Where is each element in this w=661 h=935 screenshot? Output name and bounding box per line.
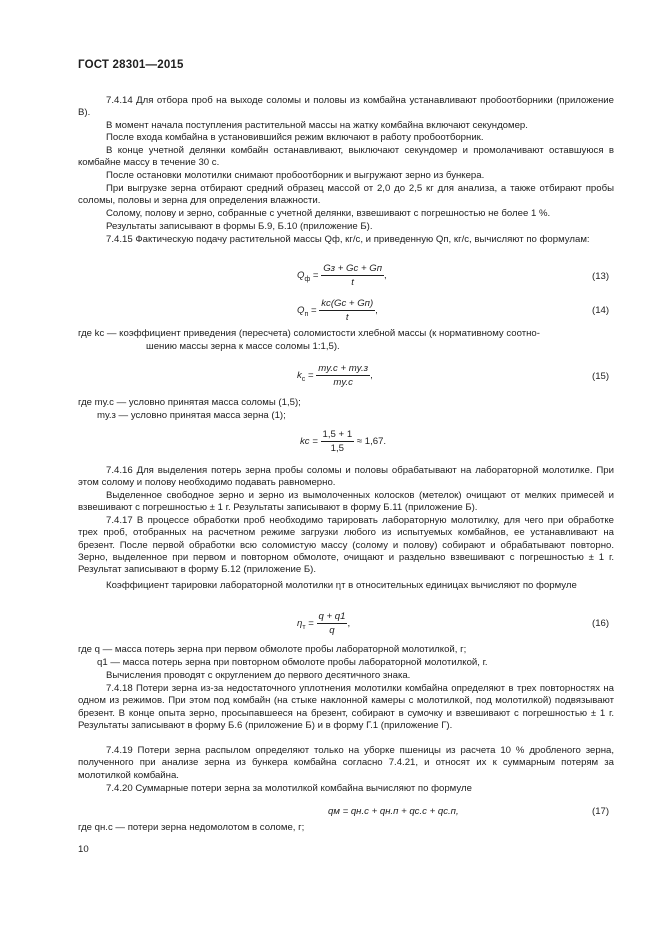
formula-16: $\eta_т$ = $\frac{q + q1}{q}$ ,	[297, 611, 351, 636]
where-m1: где mу.с — условно принятая масса соломы (1,5);	[78, 397, 301, 408]
where-m2: mу.з — условно принятая масса зерна (1);	[97, 410, 286, 421]
paragraph: Солому, полову и зерно, собранные с учетной делянки, взвешивают с погрешностью не более 1 %.	[106, 208, 551, 219]
equation-number-17: (17)	[592, 806, 610, 817]
document-header: ГОСТ 28301—2015	[78, 59, 184, 71]
paragraph: При выгрузке зерна отбирают средний образец массой от 2,0 до 2,5 кг для анализа, а также отбирают пробы соломы, половы и зерна для определения влажности.	[78, 183, 614, 207]
equation-number-16: (16)	[592, 618, 610, 629]
formula-13: $Q_ф$ = $\frac{Gз + Gс + Gп}{t}$ ,	[297, 263, 387, 288]
paragraph-7-4-16: 7.4.16 Для выделения потерь зерна пробы соломы и половы обрабатывают на лабораторной молотилке. При этом солому и полову необходимо подавать равномерно.	[78, 465, 614, 489]
paragraph: В конце учетной делянки комбайн останавливают, выключают секундомер и промолачивают оставшуюся в комбайне массу в течение 30 с.	[78, 145, 614, 169]
paragraph-7-4-20: 7.4.20 Суммарные потери зерна за молотилкой комбайна вычисляют по формуле	[106, 783, 472, 794]
paragraph-7-4-15: 7.4.15 Фактическую подачу растительной массы Qф, кг/с, и приведенную Qп, кг/с, вычисляют по формулам:	[106, 234, 590, 245]
paragraph: Результаты записывают в формы Б.9, Б.10 (приложение Б).	[106, 221, 373, 232]
paragraph-7-4-17: 7.4.17 В процессе обработки проб необходимо тарировать лабораторную молотилку, для чего при обработке трех проб, отобранных на расчетном режиме загрузки любого из испытуемых комбайнов, ее устанавливают на брезент. После первой обработки всю соломистую массу (солому и полову) собирают и обрабатывают повторно. Зерно, выделенное при первом и повторном обмолоте, очищают и раздельно взвешивают с погрешностью ± 1 г. Результат записывают в форму Б.12 (приложение Б).	[78, 515, 614, 576]
where-k: где kс — коэффициент приведения (пересчета) соломистости хлебной массы (к нормативному соотно-	[78, 328, 540, 339]
equation-number-14: (14)	[592, 305, 610, 316]
formula-15: $k_с$ = $\frac{mу.с + mу.з}{mу.с}$ ,	[297, 363, 373, 388]
paragraph: Вычисления проводят с округлением до первого десятичного знака.	[106, 670, 411, 681]
paragraph: В момент начала поступления растительной массы на жатку комбайна включают секундомер.	[106, 120, 528, 131]
paragraph: Выделенное свободное зерно и зерно из вымолоченных колосков (метелок) очищают от мелких примесей и взвешивают с погрешностью ± 1 г. Результаты записывают в форму Б.11 (приложение Б).	[78, 490, 614, 514]
paragraph: Коэффициент тарировки лабораторной молотилки ηт в относительных единицах вычисляют по формуле	[106, 580, 577, 591]
where-k-cont: шению массы зерна к массе соломы 1:1,5).	[146, 341, 340, 352]
formula-15-value: kс = $\frac{1,5 + 1}{1,5}$ ≈ 1,67.	[300, 429, 387, 454]
equation-number-15: (15)	[592, 371, 610, 382]
paragraph: После остановки молотилки снимают пробоотборник и выгружают зерно из бункера.	[106, 170, 485, 181]
equation-number-13: (13)	[592, 271, 610, 282]
where-q: где q — масса потерь зерна при первом обмолоте пробы лабораторной молотилкой, г;	[78, 644, 467, 655]
paragraph-7-4-14: 7.4.14 Для отбора проб на выходе соломы и половы из комбайна устанавливают пробоотборники (приложение В).	[78, 95, 614, 119]
where-qnc: где qн.с — потери зерна недомолотом в соломе, г;	[78, 822, 305, 833]
where-q1: q1 — масса потерь зерна при повторном обмолоте пробы лабораторной молотилкой, г.	[97, 657, 488, 668]
paragraph: После входа комбайна в установившийся режим включают в работу пробоотборник.	[106, 132, 484, 143]
page-number: 10	[78, 844, 89, 855]
paragraph-7-4-18: 7.4.18 Потери зерна из-за недостаточного уплотнения молотилки комбайна определяют в трех повторностях на одном из режимов. При этом под комбайн (на стыке наклонной камеры с молотилкой, под молотилкой) подвязывают брезент. В конце опыта зерно, просыпавшееся на брезент, собирают в сумочку и взвешивают с погрешностью ± 1 г. Результаты записывают в форму Б.6 (приложение Б) и в форму Г.1 (приложение Г).	[78, 683, 614, 731]
formula-14: $Q_п$ = $\frac{kс(Gс + Gп)}{t}$ ,	[297, 298, 378, 323]
paragraph-7-4-19: 7.4.19 Потери зерна распылом определяют только на уборке пшеницы из расчета 10 % дробленого зерна, полученного при анализе зерна из бункера комбайна согласно 7.4.21, и относят их к суммарным потерям за молотилкой комбайна.	[78, 745, 614, 781]
formula-17: qм = qн.с + qн.п + qс.с + qс.п,	[328, 806, 459, 817]
